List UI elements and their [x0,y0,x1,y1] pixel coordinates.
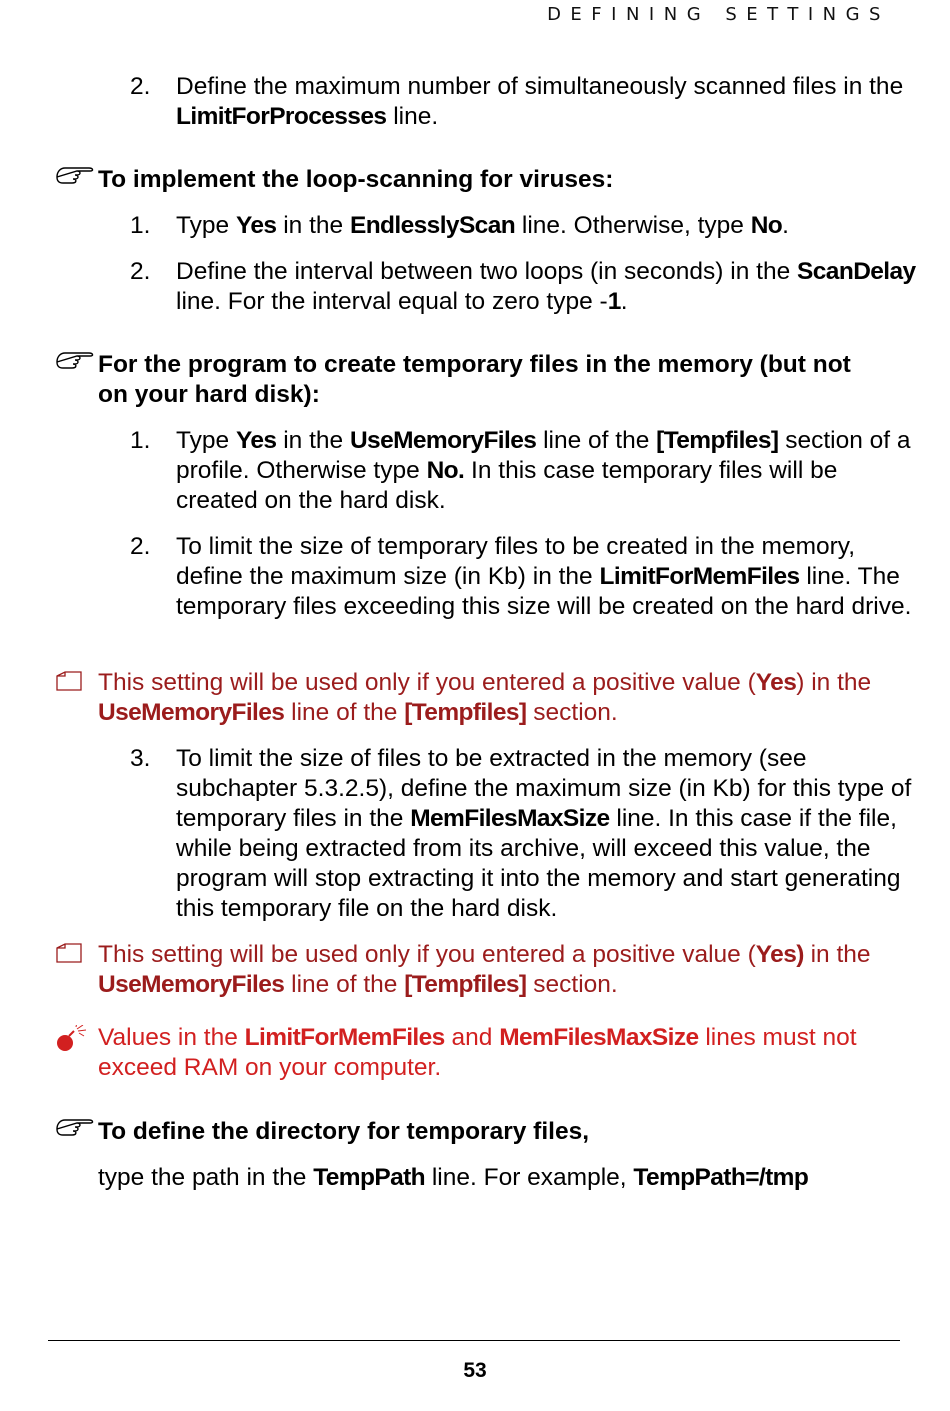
note-icon [55,942,85,974]
step-text: To limit the size of files to be extracted in the memory (see subchapter 5.3.2.5), define the maximum size (in Kb) for this type of temporary files in the MemFilesMaxSize line. In this case if the file, while being extracted from its archive, will exceed this value, the program will stop extracting it into the memory and start generating this temporary file on the hard disk. [176,745,912,922]
pointing-hand-icon [55,155,97,195]
footer-divider [48,1340,900,1341]
step-number: 1. [130,427,151,454]
bomb-icon [55,1025,91,1063]
step-number: 3. [130,745,151,772]
step-text: Type Yes in the UseMemoryFiles line of the [Tempfiles] section of a profile. Otherwise type No. In this case temporary files will be created on the hard disk. [176,427,911,514]
note-icon [55,670,85,702]
heading-temp-memory: For the program to create temporary files in the memory (but not on your hard disk): [55,350,885,410]
heading-loop-scanning: To implement the loop-scanning for viruses: [55,165,885,195]
keyword: LimitForProcesses [176,103,387,130]
step-number: 2. [130,258,151,285]
pointing-hand-icon [55,340,97,380]
step-number: 2. [130,533,151,560]
heading-temp-directory: To define the directory for temporary files, [55,1117,885,1147]
temp-path-instruction: type the path in the TempPath line. For example, TempPath=/tmp [98,1164,809,1191]
running-header: DEFINING SETTINGS [547,4,890,25]
page-number: 53 [463,1359,487,1382]
step-text: Define the interval between two loops (in seconds) in the ScanDelay line. For the interval equal to zero type -1. [176,258,916,315]
step-text: To limit the size of temporary files to be created in the memory, define the maximum size (in Kb) in the LimitForMemFiles line. The temporary files exceeding this size will be created on the hard drive. [176,533,912,620]
step-number: 2. [130,73,151,100]
pointing-hand-icon [55,1107,97,1147]
note-1: This setting will be used only if you entered a positive value (Yes) in the UseMemoryFiles line of the [Tempfiles] section. [55,668,895,728]
warning-note: Values in the LimitForMemFiles and MemFilesMaxSize lines must not exceed RAM on your computer. [55,1023,895,1083]
note-2: This setting will be used only if you entered a positive value (Yes) in the UseMemoryFiles line of the [Tempfiles] section. [55,940,895,1000]
step-text: Type Yes in the EndlesslyScan line. Otherwise, type No. [176,212,789,239]
step-number: 1. [130,212,151,239]
step-text: Define the maximum number of simultaneously scanned files in the LimitForProcesses line. [176,73,904,130]
